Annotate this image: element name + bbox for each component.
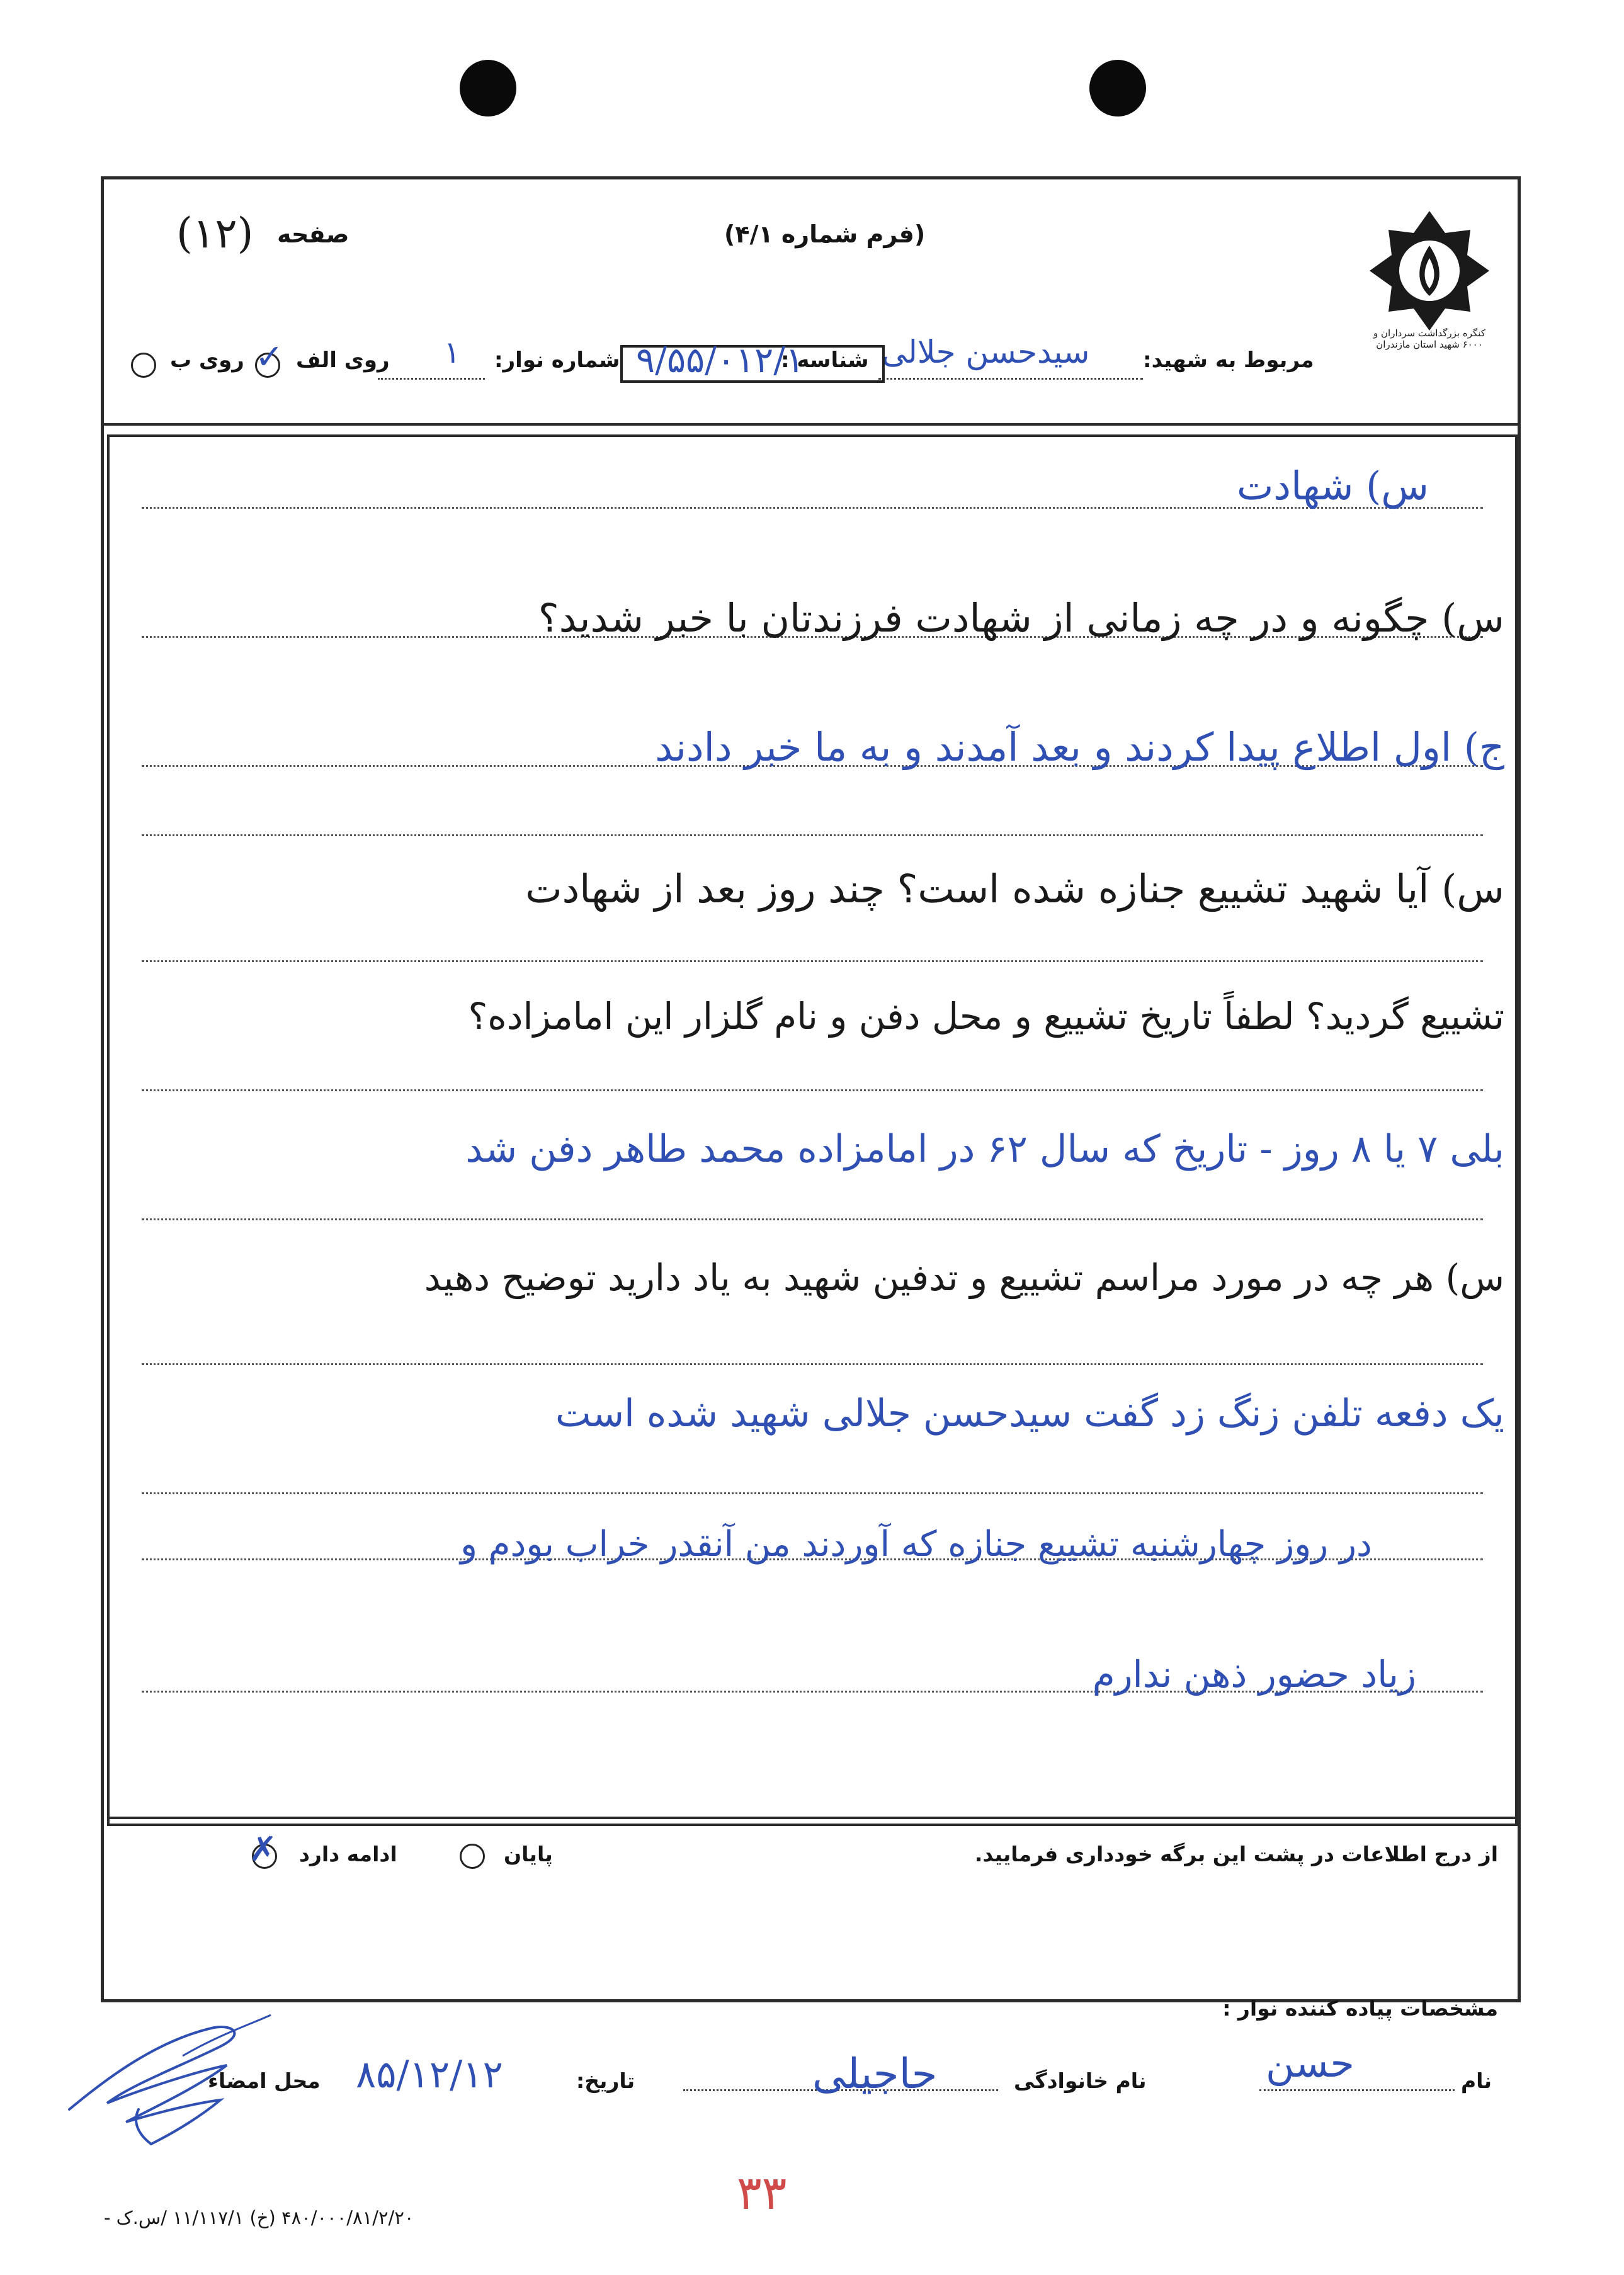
tape-label: شماره نوار: <box>494 348 620 373</box>
family-label: نام خانوادگی <box>1014 2068 1147 2093</box>
logo-caption: کنگره بزرگداشت سرداران و ۶۰۰۰ شهید استان مازندران <box>1373 327 1485 350</box>
name-label: نام <box>1461 2068 1492 2093</box>
handwritten-line-4: س) آیا شهید تشییع جنازه شده است؟ چند روز بعد از شهادت <box>525 866 1504 912</box>
back-side-notice: از درج اطلاعات در پشت این برگه خودداری فرمایید. <box>974 1842 1498 1866</box>
punch-hole-right <box>1089 60 1146 116</box>
handwritten-line-5: تشییع گردید؟ لطفاً تاریخ تشییع و محل دفن و نام گلزار این امامزاده؟ <box>468 995 1504 1038</box>
name-dotted-line <box>1259 2089 1455 2091</box>
page-stamp: ۳۳ <box>737 2166 787 2220</box>
signature-label: محل امضاء <box>208 2068 321 2093</box>
handwritten-line-6: بلی ۷ یا ۸ روز - تاریخ که سال ۶۲ در امامزاده محمد طاهر دفن شد <box>465 1127 1504 1171</box>
id-value: ۹/۵۵/۰۱۲/۱ <box>636 340 805 381</box>
ruled-line <box>142 1218 1483 1220</box>
martyr-dotted-line <box>878 378 1143 380</box>
tape-value: ۱ <box>444 335 460 370</box>
handwritten-line-8: یک دفعه تلفن زنگ زد گفت سیدحسن جلالی شهید شده است <box>555 1392 1504 1436</box>
content-footer-divider <box>107 1817 1518 1819</box>
ruled-line <box>142 834 1483 836</box>
operator-title: مشخصات پیاده کننده نوار : <box>1222 1996 1498 2021</box>
organization-logo-icon <box>1366 208 1492 334</box>
continue-label: ادامه دارد <box>299 1842 397 1866</box>
side-a-check-mark: ✓ <box>255 337 284 377</box>
ruled-line <box>142 1363 1483 1365</box>
side-b-checkbox[interactable] <box>131 353 156 378</box>
martyr-name: سیدحسن جلالی <box>882 334 1090 370</box>
side-a-label: روی الف <box>296 348 390 373</box>
date-label: تاریخ: <box>576 2068 635 2093</box>
end-checkbox[interactable] <box>460 1844 485 1869</box>
signature-mark <box>57 1996 283 2160</box>
handwritten-line-9: در روز چهارشنبه تشییع جنازه که آوردند من آنقدر خراب بودم و <box>460 1524 1372 1565</box>
side-b-label: روی ب <box>170 348 244 373</box>
tape-dotted-line <box>378 378 485 380</box>
operator-date: ۸۵/۱۲/۱۲ <box>356 2053 503 2097</box>
header-divider <box>101 423 1521 426</box>
continue-check-mark: ✗ <box>249 1829 278 1869</box>
handwritten-line-3: ج) اول اطلاع پیدا کردند و بعد آمدند و به ما خبر دادند <box>655 724 1504 770</box>
handwritten-line-10: زیاد حضور ذهن ندارم <box>1092 1653 1416 1696</box>
handwritten-line-2: س) چگونه و در چه زمانی از شهادت فرزندتان با خبر شدید؟ <box>538 595 1504 641</box>
end-label: پایان <box>504 1842 553 1866</box>
form-code: ۴۸۰/۰۰۰/۸۱/۲/۲۰ (خ) ۱۱/۱۱۷/۱ /س.ک - <box>104 2207 414 2228</box>
ruled-line <box>142 1089 1483 1091</box>
operator-name: حسن <box>1266 2040 1354 2086</box>
ruled-line <box>142 960 1483 962</box>
handwritten-line-1: س) شهادت <box>1237 463 1429 509</box>
handwritten-line-7: س) هر چه در مورد مراسم تشییع و تدفین شهید به یاد دارید توضیح دهید <box>424 1256 1504 1299</box>
page-label: صفحه <box>277 220 349 248</box>
punch-hole-left <box>460 60 516 116</box>
ruled-line <box>142 1492 1483 1494</box>
operator-family: حاجیلی <box>812 2050 938 2098</box>
form-title: (فرم شماره ۴/۱) <box>724 220 926 248</box>
page-number: (۱۲) <box>176 209 254 258</box>
id-label: شناسه : <box>781 348 869 373</box>
martyr-label: مربوط به شهید: <box>1143 348 1314 373</box>
